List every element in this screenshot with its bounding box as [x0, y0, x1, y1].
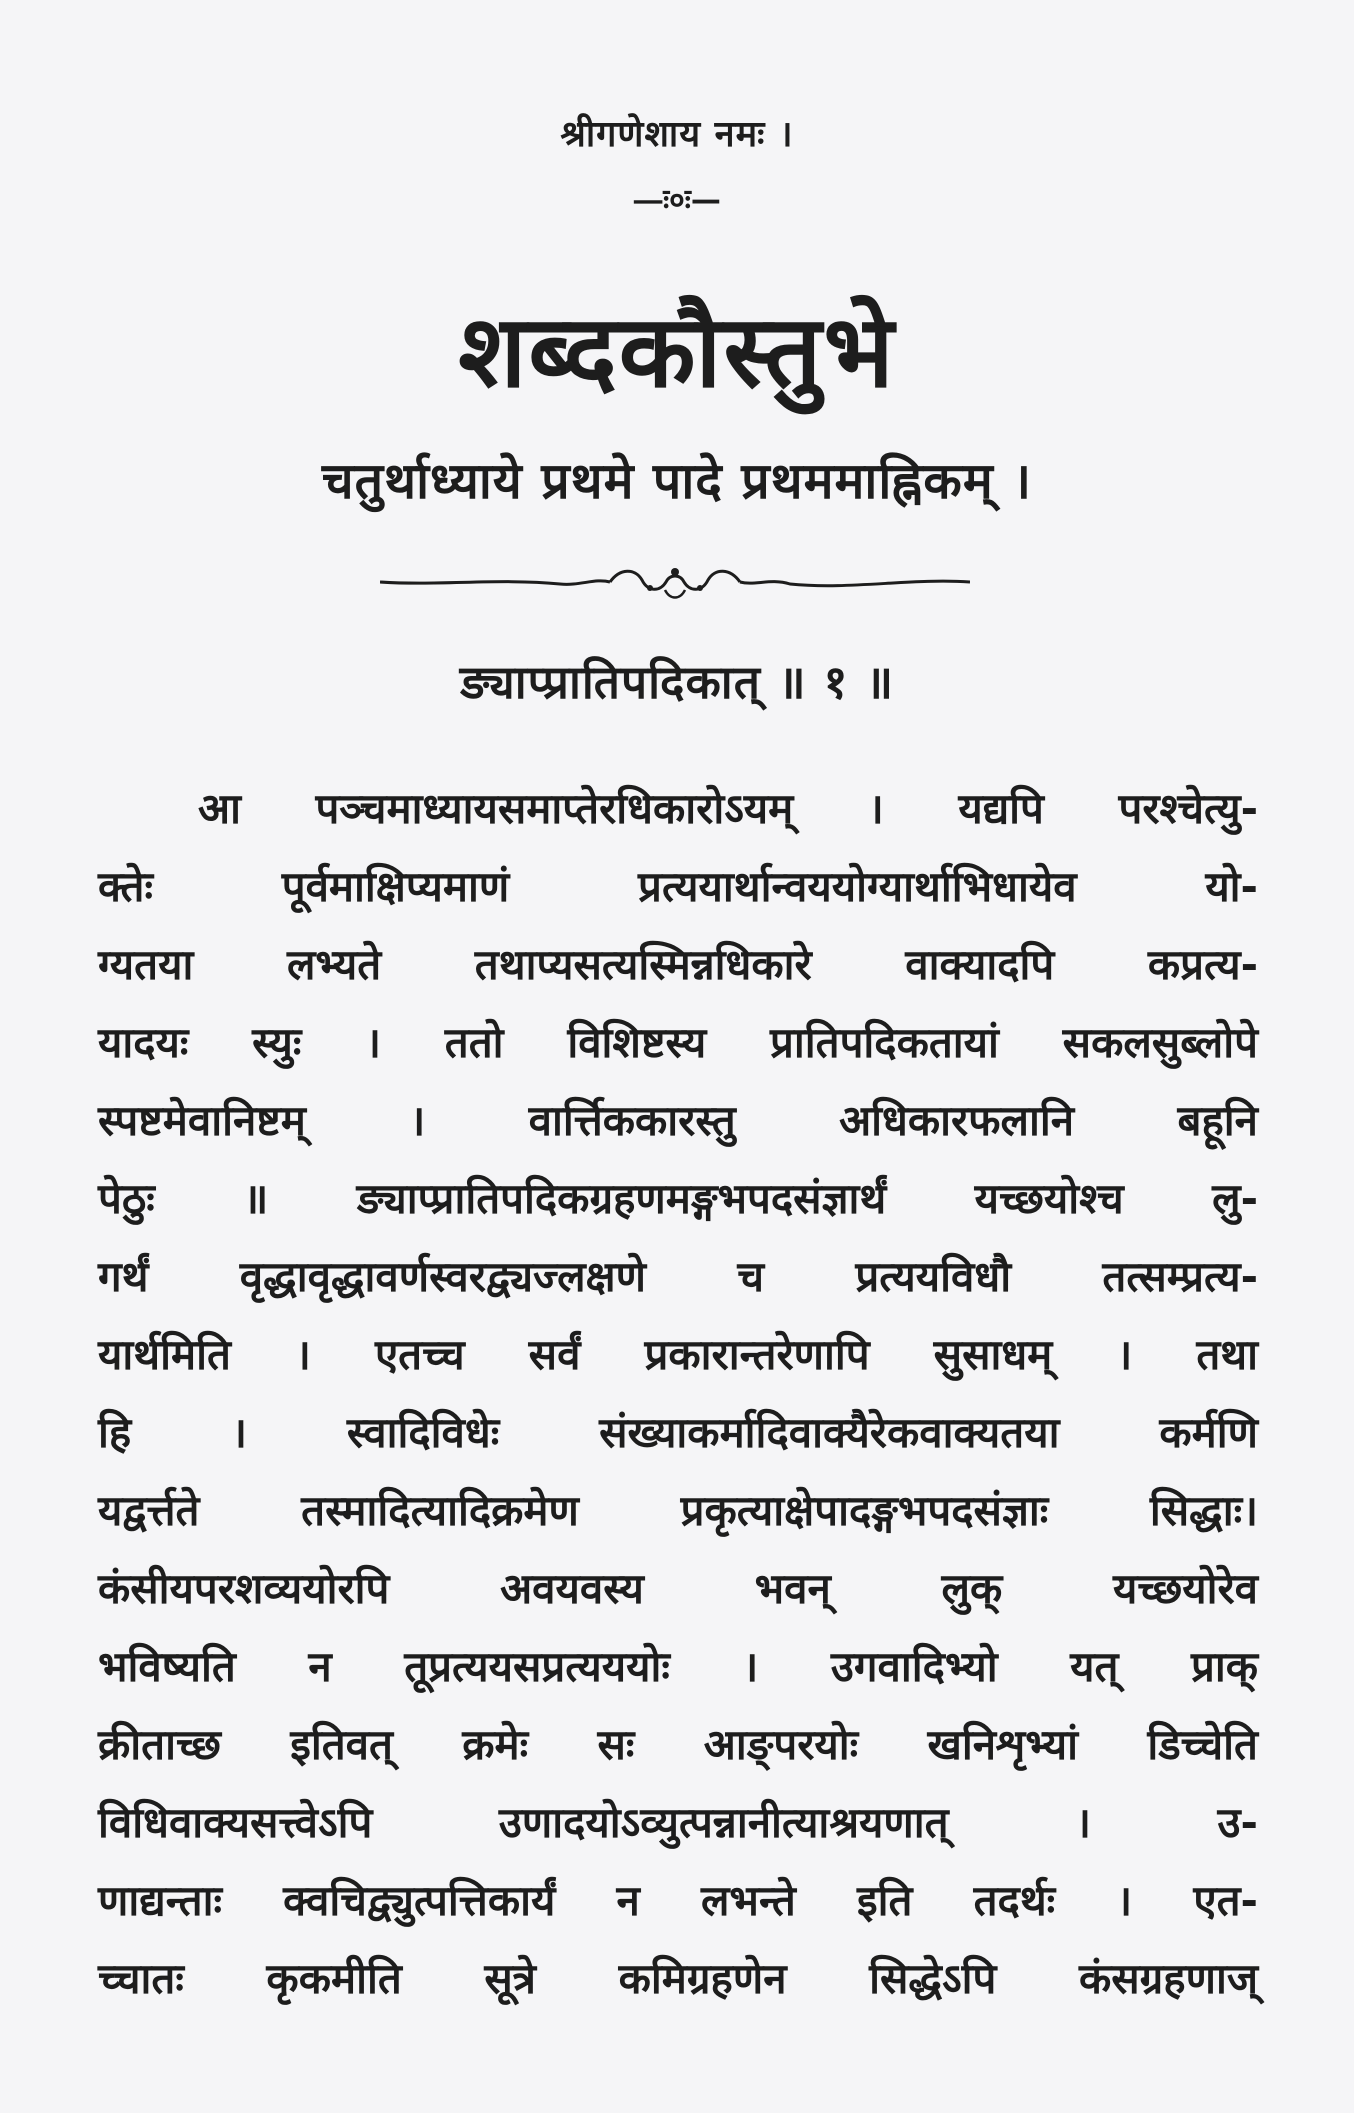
body-line: गर्थं वृद्धावृद्धावर्णस्वरद्व्यज्लक्षणे च प्रत्ययविधौ तत्सम्प्रत्य-	[98, 1252, 1258, 1301]
body-line: क्रीताच्छ इतिवत् क्रमेः सः आङ्परयोः खनिशृभ्यां डिच्चेति	[98, 1720, 1258, 1769]
body-line: च्चातः कृकमीति सूत्रे कमिग्रहणेन सिद्धेऽपि कंसग्रहणाज्	[98, 1954, 1258, 2003]
chapter-subtitle: चतुर्थाध्याये प्रथमे पादे प्रथममाह्निकम् ।	[321, 452, 1033, 510]
body-line: यद्वर्त्तते तस्मादित्यादिक्रमेण प्रकृत्याक्षेपादङ्गभपदसंज्ञाः सिद्धाः।	[98, 1486, 1258, 1535]
body-line: विधिवाक्यसत्त्वेऽपि उणादयोऽव्युत्पन्नानीत्याश्रयणात् । उ-	[98, 1798, 1258, 1847]
body-line: यादयः स्युः । ततो विशिष्टस्य प्रातिपदिकतायां सकलसुब्लोपे	[98, 1018, 1258, 1067]
body-line: भविष्यति न तूप्रत्ययसप्रत्यययोः । उगवादिभ्यो यत् प्राक्	[98, 1642, 1258, 1691]
body-line: ग्यतया लभ्यते तथाप्यसत्यस्मिन्नधिकारे वाक्यादपि कप्रत्य-	[98, 940, 1258, 989]
body-line: यार्थमिति । एतच्च सर्वं प्रकारान्तरेणापि सुसाधम् । तथा	[98, 1330, 1258, 1379]
sutra-heading: ङ्याप्प्रातिपदिकात् ॥ १ ॥	[459, 655, 895, 709]
body-line: हि । स्वादिविधेः संख्याकर्मादिवाक्यैरेकवाक्यतया कर्मणि	[98, 1408, 1258, 1457]
page-title: शब्दकौस्तुभे	[458, 293, 896, 410]
body-line: आ पञ्चमाध्यायसमाप्तेरधिकारोऽयम् । यद्यपि परश्चेत्यु-	[198, 784, 1258, 833]
body-line: णाद्यन्ताः क्वचिद्व्युत्पत्तिकार्यं न लभन्ते इति तदर्थः । एत-	[98, 1876, 1258, 1925]
body-line: क्तेः पूर्वमाक्षिप्यमाणं प्रत्ययार्थान्वययोग्यार्थाभिधायेव यो-	[98, 862, 1258, 911]
heading-ornament: —ः०ः—	[633, 183, 721, 218]
body-line: स्पष्टमेवानिष्टम् । वार्त्तिककारस्तु अधिकारफलानि बहूनि	[98, 1096, 1258, 1145]
decorative-flourish	[380, 560, 970, 604]
invocation-heading: श्रीगणेशाय नमः ।	[560, 114, 794, 155]
commentary-body	[98, 770, 1258, 2018]
body-line: पेठुः ॥ ङ्याप्प्रातिपदिकग्रहणमङ्गभपदसंज्ञार्थं यच्छयोश्च लु-	[98, 1174, 1258, 1223]
body-line: कंसीयपरशव्ययोरपि अवयवस्य भवन् लुक् यच्छयोरेव	[98, 1564, 1258, 1613]
